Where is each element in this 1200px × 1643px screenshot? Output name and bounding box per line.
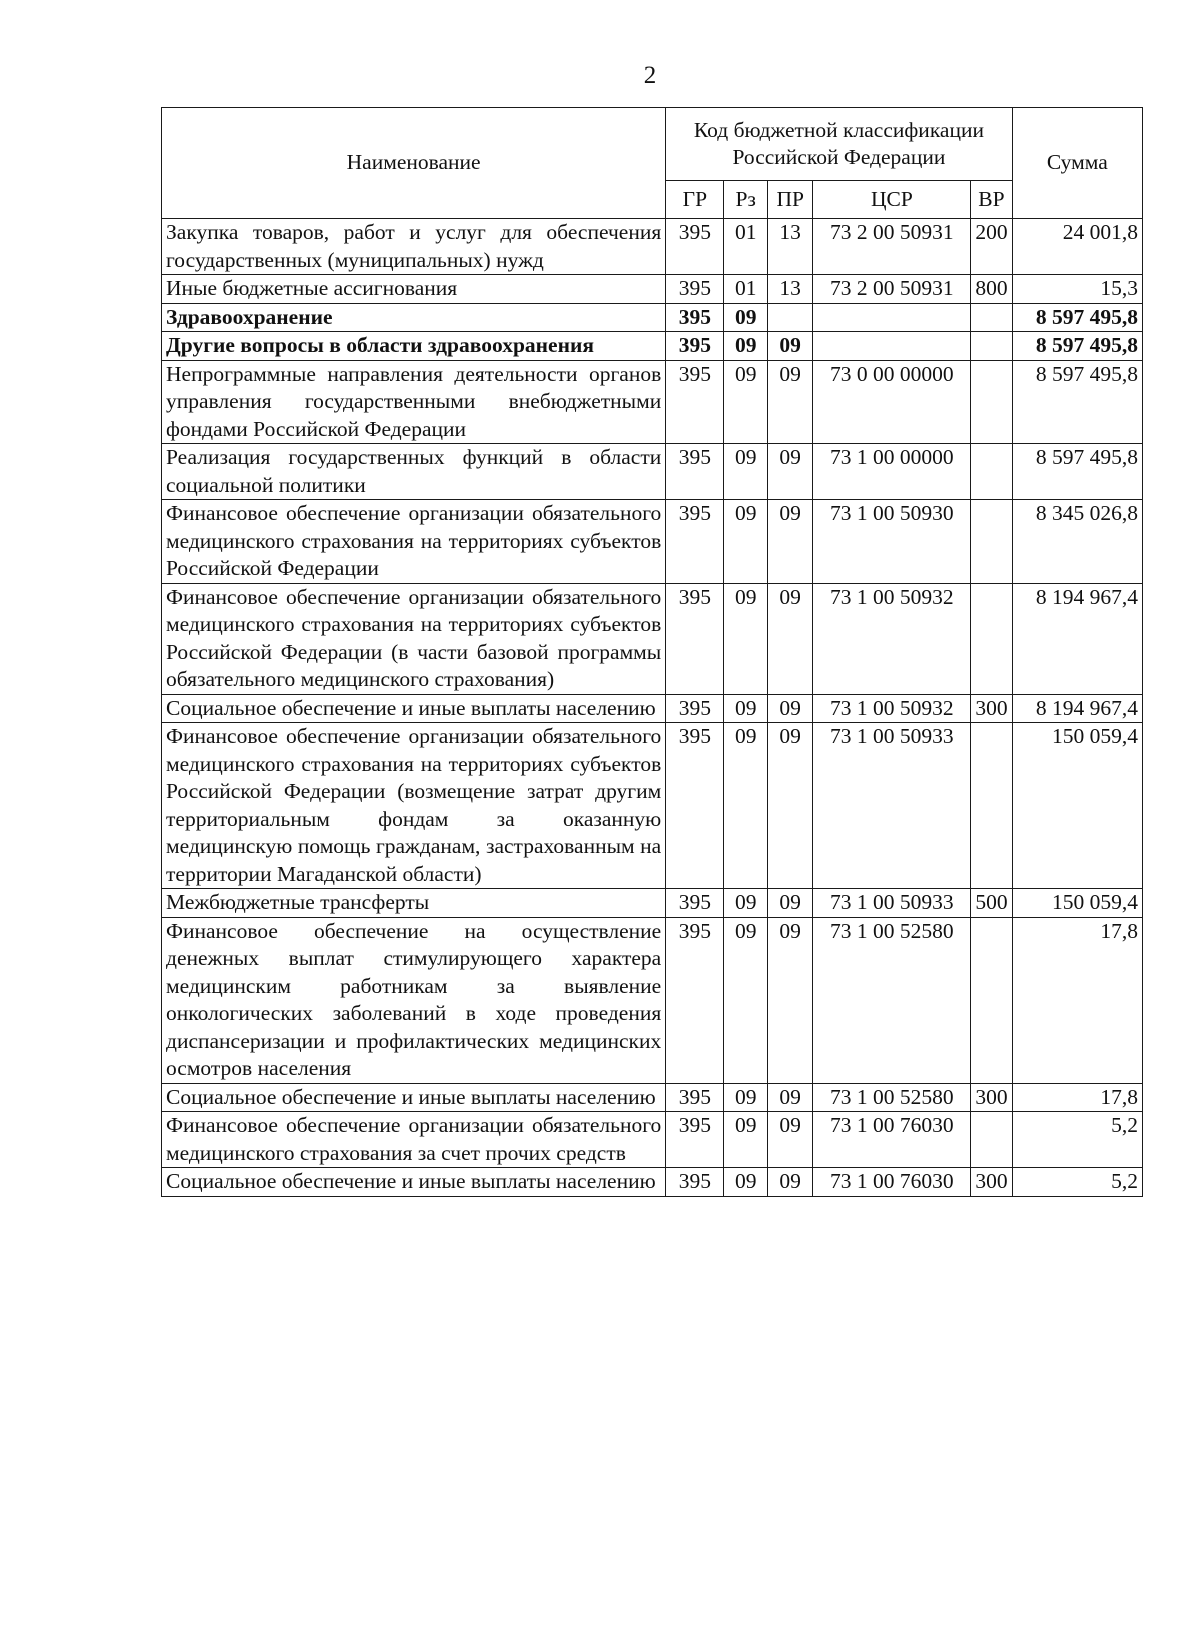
row-gr: 395 xyxy=(666,694,724,723)
row-sum: 8 345 026,8 xyxy=(1012,500,1142,584)
header-pr: ПР xyxy=(767,181,813,219)
row-vr: 800 xyxy=(971,275,1012,304)
row-gr: 395 xyxy=(666,303,724,332)
row-rz: 09 xyxy=(724,917,767,1083)
table-row xyxy=(162,275,1143,304)
row-vr xyxy=(971,303,1012,332)
row-csr: 73 1 00 52580 xyxy=(813,1083,971,1112)
row-pr: 09 xyxy=(767,332,813,361)
row-name: Социальное обеспечение и иные выплаты населению xyxy=(162,1168,666,1197)
header-name: Наименование xyxy=(162,108,666,219)
row-sum: 150 059,4 xyxy=(1012,723,1142,889)
row-rz: 09 xyxy=(724,444,767,500)
row-pr: 09 xyxy=(767,360,813,444)
row-csr: 73 2 00 50931 xyxy=(813,275,971,304)
row-pr: 09 xyxy=(767,583,813,694)
row-pr: 09 xyxy=(767,1083,813,1112)
row-name: Социальное обеспечение и иные выплаты населению xyxy=(162,694,666,723)
row-name: Закупка товаров, работ и услуг для обеспечения государственных (муниципальных) нужд xyxy=(162,219,666,275)
row-name: Финансовое обеспечение организации обязательного медицинского страхования на территориях субъектов Российской Федерации (возмещение затрат другим территориальным фондам за оказанную медицинскую помощь гражданам, застрахованным на территории Магаданской области) xyxy=(162,723,666,889)
row-vr xyxy=(971,1112,1012,1168)
row-vr: 200 xyxy=(971,219,1012,275)
row-gr: 395 xyxy=(666,917,724,1083)
row-gr: 395 xyxy=(666,275,724,304)
row-vr: 300 xyxy=(971,1168,1012,1197)
row-pr: 09 xyxy=(767,1112,813,1168)
row-csr: 73 1 00 76030 xyxy=(813,1168,971,1197)
row-name: Финансовое обеспечение на осуществление денежных выплат стимулирующего характера медицинским работникам за выявление онкологических заболеваний в ходе проведения диспансеризации и профилактических медицинских осмотров населения xyxy=(162,917,666,1083)
row-gr: 395 xyxy=(666,500,724,584)
row-sum: 17,8 xyxy=(1012,1083,1142,1112)
row-vr: 300 xyxy=(971,694,1012,723)
header-sum: Сумма xyxy=(1012,108,1142,219)
table-row xyxy=(162,332,1143,361)
table-row xyxy=(162,889,1143,918)
row-gr: 395 xyxy=(666,444,724,500)
row-name: Реализация государственных функций в области социальной политики xyxy=(162,444,666,500)
row-vr xyxy=(971,444,1012,500)
row-vr: 500 xyxy=(971,889,1012,918)
row-vr xyxy=(971,500,1012,584)
table-body xyxy=(162,219,1143,1197)
row-pr: 09 xyxy=(767,1168,813,1197)
row-pr: 09 xyxy=(767,694,813,723)
row-gr: 395 xyxy=(666,1168,724,1197)
row-rz: 09 xyxy=(724,1168,767,1197)
header-vr: ВР xyxy=(971,181,1012,219)
row-rz: 09 xyxy=(724,360,767,444)
row-sum: 8 194 967,4 xyxy=(1012,694,1142,723)
row-sum: 24 001,8 xyxy=(1012,219,1142,275)
row-sum: 17,8 xyxy=(1012,917,1142,1083)
row-csr: 73 1 00 76030 xyxy=(813,1112,971,1168)
row-sum: 8 597 495,8 xyxy=(1012,332,1142,361)
row-csr: 73 1 00 50932 xyxy=(813,694,971,723)
row-pr: 09 xyxy=(767,500,813,584)
row-pr xyxy=(767,303,813,332)
row-name: Финансовое обеспечение организации обязательного медицинского страхования на территориях субъектов Российской Федерации (в части базовой программы обязательного медицинского страхования) xyxy=(162,583,666,694)
header-rz: Рз xyxy=(724,181,767,219)
row-sum: 8 194 967,4 xyxy=(1012,583,1142,694)
row-gr: 395 xyxy=(666,723,724,889)
row-vr xyxy=(971,332,1012,361)
row-rz: 09 xyxy=(724,694,767,723)
row-pr: 09 xyxy=(767,723,813,889)
table-row xyxy=(162,694,1143,723)
row-sum: 8 597 495,8 xyxy=(1012,444,1142,500)
row-rz: 01 xyxy=(724,219,767,275)
row-pr: 13 xyxy=(767,219,813,275)
row-rz: 09 xyxy=(724,332,767,361)
row-csr: 73 1 00 50933 xyxy=(813,889,971,918)
row-rz: 09 xyxy=(724,723,767,889)
row-rz: 09 xyxy=(724,1083,767,1112)
row-rz: 09 xyxy=(724,583,767,694)
row-name: Финансовое обеспечение организации обязательного медицинского страхования за счет прочих средств xyxy=(162,1112,666,1168)
row-gr: 395 xyxy=(666,332,724,361)
row-sum: 5,2 xyxy=(1012,1112,1142,1168)
budget-table xyxy=(161,107,1143,1197)
table-row xyxy=(162,1168,1143,1197)
page-number: 2 xyxy=(643,62,657,89)
table-header xyxy=(162,108,1143,219)
row-rz: 09 xyxy=(724,303,767,332)
row-name: Другие вопросы в области здравоохранения xyxy=(162,332,666,361)
table-row xyxy=(162,444,1143,500)
row-vr: 300 xyxy=(971,1083,1012,1112)
row-name: Здравоохранение xyxy=(162,303,666,332)
row-sum: 15,3 xyxy=(1012,275,1142,304)
table-row xyxy=(162,500,1143,584)
header-code-group: Код бюджетной классификации Российской Федерации xyxy=(666,108,1012,181)
row-name: Социальное обеспечение и иные выплаты населению xyxy=(162,1083,666,1112)
row-gr: 395 xyxy=(666,360,724,444)
row-name: Иные бюджетные ассигнования xyxy=(162,275,666,304)
row-gr: 395 xyxy=(666,1112,724,1168)
header-csr: ЦСР xyxy=(813,181,971,219)
table-row xyxy=(162,723,1143,889)
row-csr xyxy=(813,332,971,361)
row-rz: 01 xyxy=(724,275,767,304)
row-name: Межбюджетные трансферты xyxy=(162,889,666,918)
row-pr: 09 xyxy=(767,917,813,1083)
row-pr: 13 xyxy=(767,275,813,304)
row-csr: 73 1 00 50930 xyxy=(813,500,971,584)
row-sum: 5,2 xyxy=(1012,1168,1142,1197)
row-pr: 09 xyxy=(767,889,813,918)
row-csr: 73 1 00 50932 xyxy=(813,583,971,694)
row-csr: 73 1 00 52580 xyxy=(813,917,971,1083)
row-pr: 09 xyxy=(767,444,813,500)
row-rz: 09 xyxy=(724,500,767,584)
table-row xyxy=(162,219,1143,275)
row-gr: 395 xyxy=(666,889,724,918)
table-row xyxy=(162,917,1143,1083)
row-name: Финансовое обеспечение организации обязательного медицинского страхования на территориях субъектов Российской Федерации xyxy=(162,500,666,584)
header-gr: ГР xyxy=(666,181,724,219)
row-rz: 09 xyxy=(724,1112,767,1168)
table-row xyxy=(162,1112,1143,1168)
row-sum: 150 059,4 xyxy=(1012,889,1142,918)
row-vr xyxy=(971,723,1012,889)
row-gr: 395 xyxy=(666,1083,724,1112)
row-gr: 395 xyxy=(666,219,724,275)
table-row xyxy=(162,360,1143,444)
table-row xyxy=(162,303,1143,332)
row-csr xyxy=(813,303,971,332)
row-csr: 73 2 00 50931 xyxy=(813,219,971,275)
row-sum: 8 597 495,8 xyxy=(1012,303,1142,332)
row-vr xyxy=(971,360,1012,444)
row-vr xyxy=(971,917,1012,1083)
row-csr: 73 1 00 50933 xyxy=(813,723,971,889)
row-csr: 73 0 00 00000 xyxy=(813,360,971,444)
row-csr: 73 1 00 00000 xyxy=(813,444,971,500)
row-name: Непрограммные направления деятельности органов управления государственными внебюджетными фондами Российской Федерации xyxy=(162,360,666,444)
table-row xyxy=(162,1083,1143,1112)
table-row xyxy=(162,583,1143,694)
row-gr: 395 xyxy=(666,583,724,694)
row-vr xyxy=(971,583,1012,694)
row-sum: 8 597 495,8 xyxy=(1012,360,1142,444)
row-rz: 09 xyxy=(724,889,767,918)
